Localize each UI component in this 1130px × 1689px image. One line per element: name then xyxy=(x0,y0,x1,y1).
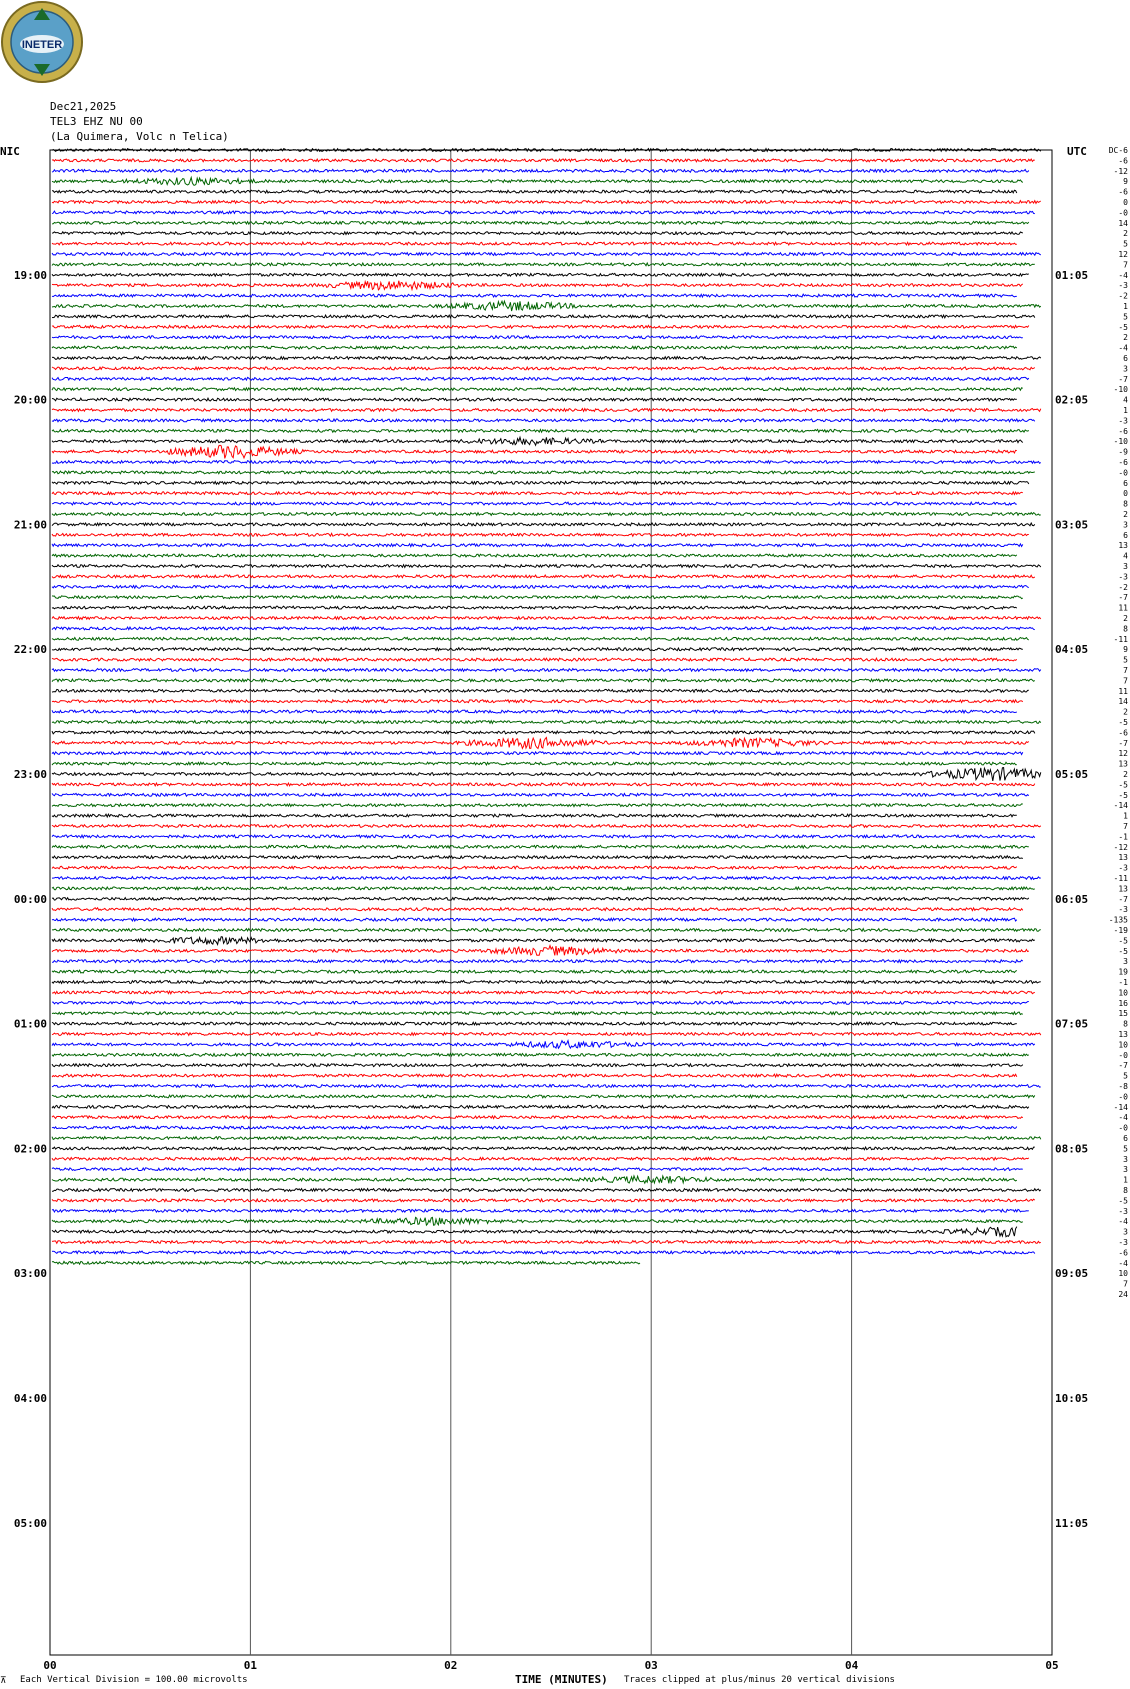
seismic-trace xyxy=(52,492,1023,495)
seismic-trace xyxy=(52,1261,640,1264)
seismic-trace xyxy=(52,1105,1029,1108)
seismic-trace xyxy=(52,658,1017,661)
dc-offset-label: -9 xyxy=(1118,447,1128,457)
dc-offset-label: 2 xyxy=(1123,614,1128,623)
seismic-trace xyxy=(52,1176,1017,1183)
seismic-trace xyxy=(52,544,1023,547)
seismic-trace xyxy=(52,253,1041,256)
logo-text: INETER xyxy=(21,39,63,51)
seismic-trace xyxy=(52,669,1041,672)
dc-offset-label: -6 xyxy=(1118,426,1128,436)
dc-offset-label: 3 xyxy=(1123,364,1128,374)
seismic-trace xyxy=(52,1168,1023,1171)
dc-offset-label: -5 xyxy=(1118,322,1128,332)
dc-offset-label: -12 xyxy=(1113,842,1128,852)
seismic-trace xyxy=(52,731,1035,734)
footer-scale-marker: ⊼ xyxy=(0,1676,7,1686)
seismic-trace xyxy=(52,301,1041,311)
dc-offset-label: 5 xyxy=(1123,1144,1128,1154)
header-station: TEL3 EHZ NU 00 xyxy=(50,115,143,128)
dc-offset-label: -11 xyxy=(1113,634,1128,644)
dc-offset-label: 11 xyxy=(1118,603,1128,613)
seismic-trace xyxy=(52,897,1029,900)
seismic-trace xyxy=(52,648,1023,651)
x-tick-label: 02 xyxy=(444,1659,458,1672)
seismic-trace xyxy=(52,738,1029,749)
dc-offset-label: 10 xyxy=(1118,988,1128,998)
dc-offset-label: -0 xyxy=(1118,1050,1128,1060)
seismic-trace xyxy=(52,513,1041,516)
dc-offset-label: -11 xyxy=(1113,874,1128,883)
seismic-trace xyxy=(52,388,1023,391)
dc-offset-label: 13 xyxy=(1118,853,1128,863)
left-hour-label: 00:00 xyxy=(13,892,47,906)
right-timezone: UTC xyxy=(1067,145,1087,158)
right-hour-label: 09:05 xyxy=(1055,1267,1089,1281)
seismic-trace xyxy=(52,336,1023,339)
dc-offset-label: -4 xyxy=(1118,270,1128,280)
seismic-trace xyxy=(52,877,1041,880)
dc-offset-label: -0 xyxy=(1118,1092,1128,1102)
seismic-trace xyxy=(52,1041,1035,1049)
dc-offset-label: -5 xyxy=(1118,718,1128,727)
dc-offset-label: -1 xyxy=(1118,832,1128,842)
seismic-trace xyxy=(52,679,1035,682)
footer-scale: Each Vertical Division = 100.00 microvolts xyxy=(20,1675,248,1685)
dc-offset-label: -4 xyxy=(1118,1113,1128,1123)
right-hour-label: 06:05 xyxy=(1055,892,1089,906)
dc-offset-label: -4 xyxy=(1118,1258,1128,1268)
seismic-trace xyxy=(52,429,1029,432)
seismic-trace xyxy=(52,585,1029,588)
x-tick-label: 04 xyxy=(844,1659,859,1672)
seismic-trace xyxy=(52,409,1041,412)
seismic-trace xyxy=(52,159,1035,162)
dc-offset-label: 4 xyxy=(1123,551,1128,561)
seismic-trace xyxy=(52,242,1017,245)
dc-offset-label: -7 xyxy=(1118,894,1128,904)
footer-clip-note: Traces clipped at plus/minus 20 vertical divisions xyxy=(624,1675,895,1685)
dc-offset-label: -3 xyxy=(1118,416,1128,426)
seismic-trace xyxy=(52,637,1029,640)
dc-offset-label: 6 xyxy=(1123,1134,1128,1143)
seismic-trace xyxy=(52,835,1035,838)
dc-offset-label: 1 xyxy=(1123,302,1128,311)
right-hour-label: 03:05 xyxy=(1055,518,1089,532)
dc-offset-label: 15 xyxy=(1118,1009,1128,1019)
dc-offset-label: -4 xyxy=(1118,1217,1128,1227)
dc-offset-label: 6 xyxy=(1123,530,1128,540)
dc-offset-label: 0 xyxy=(1123,198,1128,207)
dc-offset-label: -1 xyxy=(1118,978,1128,987)
dc-offset-label: 12 xyxy=(1118,749,1128,759)
seismic-trace xyxy=(52,315,1035,318)
dc-offset-label: -4 xyxy=(1118,343,1128,353)
seismic-trace xyxy=(52,814,1017,817)
seismic-trace xyxy=(52,201,1041,204)
right-hour-label: 02:05 xyxy=(1055,393,1089,407)
seismic-trace xyxy=(52,596,1023,599)
dc-offset-label: 7 xyxy=(1123,666,1128,675)
dc-offset-label: -5 xyxy=(1118,780,1128,790)
seismic-trace xyxy=(52,221,1029,224)
dc-offset-label: 3 xyxy=(1123,520,1128,530)
dc-offset-label: 8 xyxy=(1123,499,1128,509)
dc-offset-label: -5 xyxy=(1118,790,1128,800)
seismic-trace xyxy=(52,825,1041,828)
seismic-trace xyxy=(52,866,1017,869)
left-hour-label: 23:00 xyxy=(13,768,47,781)
dc-offset-label: 6 xyxy=(1123,354,1128,363)
dc-offset-label: 2 xyxy=(1123,333,1128,343)
dc-offset-label: 2 xyxy=(1123,510,1128,519)
seismic-trace xyxy=(52,471,1035,474)
seismic-trace xyxy=(52,325,1029,328)
dc-offset-label: 4 xyxy=(1123,395,1128,405)
dc-offset-label: 11 xyxy=(1118,686,1128,696)
seismic-trace xyxy=(52,367,1035,370)
seismic-trace xyxy=(52,783,1035,786)
seismic-trace xyxy=(52,762,1017,765)
dc-offset-label: -14 xyxy=(1113,801,1128,811)
seismic-trace xyxy=(52,190,1017,193)
dc-offset-label: -2 xyxy=(1118,291,1128,301)
seismic-trace xyxy=(52,1012,1023,1015)
seismic-trace xyxy=(52,793,1029,796)
seismic-trace xyxy=(52,1251,1035,1254)
right-hour-label: 05:05 xyxy=(1055,768,1089,781)
left-hour-label: 21:00 xyxy=(13,518,47,532)
dc-offset-label: 10 xyxy=(1118,1269,1128,1279)
seismic-trace xyxy=(52,1126,1017,1129)
seismic-trace xyxy=(52,481,1029,484)
seismic-trace xyxy=(52,294,1017,297)
seismic-trace xyxy=(52,1209,1029,1212)
seismic-trace xyxy=(52,357,1041,360)
dc-offset-label: 10 xyxy=(1118,1040,1128,1050)
dc-offset-label: 13 xyxy=(1118,884,1128,894)
seismic-trace xyxy=(52,804,1023,807)
seismic-trace xyxy=(52,281,1023,290)
seismic-trace xyxy=(52,960,1023,963)
dc-offset-label: 2 xyxy=(1123,707,1128,717)
seismic-trace xyxy=(52,1157,1029,1160)
dc-offset-label: 3 xyxy=(1123,1154,1128,1164)
left-hour-label: 22:00 xyxy=(13,643,47,657)
dc-offset-label: 16 xyxy=(1118,998,1128,1008)
seismic-trace xyxy=(52,887,1035,890)
dc-offset-label: -7 xyxy=(1118,738,1128,748)
dc-offset-label: 1 xyxy=(1123,1175,1128,1185)
dc-offset-label: -6 xyxy=(1118,458,1128,467)
seismic-trace xyxy=(52,981,1041,984)
seismic-trace xyxy=(52,929,1041,932)
seismic-trace xyxy=(52,273,1029,276)
seismic-trace xyxy=(52,1116,1023,1119)
dc-offset-label: -0 xyxy=(1118,208,1128,218)
dc-offset-label: -5 xyxy=(1118,936,1128,946)
plot-frame xyxy=(50,150,1052,1655)
dc-offset-label: -6 xyxy=(1118,1248,1128,1258)
right-hour-label: 10:05 xyxy=(1055,1392,1089,1405)
x-tick-label: 03 xyxy=(644,1659,658,1672)
seismic-trace xyxy=(52,918,1017,921)
dc-offset-label: -12 xyxy=(1113,166,1128,176)
dc-offset-label: -3 xyxy=(1118,1206,1128,1216)
dc-offset-label: -19 xyxy=(1113,926,1128,935)
right-hour-label: 08:05 xyxy=(1055,1142,1089,1156)
seismic-trace xyxy=(52,856,1023,859)
right-hour-label: 07:05 xyxy=(1055,1017,1089,1031)
seismic-trace xyxy=(52,533,1029,536)
seismic-trace xyxy=(52,991,1035,994)
dc-offset-label: 7 xyxy=(1123,822,1128,831)
dc-offset-label: 2 xyxy=(1123,229,1128,239)
left-hour-label: 05:00 xyxy=(13,1516,47,1530)
left-hour-label: 20:00 xyxy=(13,393,47,407)
dc-offset-label: -3 xyxy=(1118,281,1128,291)
dc-offset-label: 5 xyxy=(1123,1071,1128,1081)
dc-offset-label: -135 xyxy=(1108,915,1128,925)
seismic-trace xyxy=(52,575,1035,578)
x-axis-label: TIME (MINUTES) xyxy=(515,1673,608,1686)
dc-offset-label: 9 xyxy=(1123,177,1128,187)
header-date: Dec21,2025 xyxy=(50,100,117,113)
dc-offset-label: 8 xyxy=(1123,1186,1128,1195)
seismic-trace xyxy=(52,1217,1023,1225)
seismic-trace xyxy=(52,398,1017,401)
dc-offset-label: -0 xyxy=(1118,468,1128,478)
seismic-trace xyxy=(52,970,1017,973)
dc-offset-label: -10 xyxy=(1113,437,1128,447)
dc-offset-label: 7 xyxy=(1123,1279,1128,1289)
seismic-trace xyxy=(52,752,1023,755)
dc-offset-label: -7 xyxy=(1118,1061,1128,1071)
right-hour-label: 11:05 xyxy=(1055,1516,1089,1530)
seismic-trace xyxy=(52,1001,1029,1004)
dc-offset-label: 0 xyxy=(1123,489,1128,499)
dc-offset-label: -8 xyxy=(1118,1082,1128,1091)
dc-offset-label: -3 xyxy=(1118,863,1128,873)
dc-offset-label: 13 xyxy=(1118,759,1128,769)
dc-offset-label: -3 xyxy=(1118,1238,1128,1247)
seismic-trace xyxy=(52,419,1035,422)
seismic-trace xyxy=(52,1033,1041,1036)
x-tick-label: 00 xyxy=(43,1659,57,1672)
seismic-trace xyxy=(52,445,1017,458)
dc-offset-label: 8 xyxy=(1123,1019,1128,1029)
left-hour-label: 02:00 xyxy=(13,1142,47,1156)
left-hour-label: 01:00 xyxy=(13,1017,47,1031)
dc-offset-label: -0 xyxy=(1118,1123,1128,1133)
seismic-trace xyxy=(52,1137,1041,1140)
dc-offset-label: -6 xyxy=(1118,187,1128,197)
seismic-trace xyxy=(52,523,1035,526)
seismic-trace xyxy=(52,1199,1035,1202)
seismic-trace xyxy=(52,1241,1041,1244)
dc-offset-label: 14 xyxy=(1118,697,1128,707)
seismic-trace xyxy=(52,946,1029,956)
dc-offset-label: 13 xyxy=(1118,1030,1128,1039)
dc-offset-label: -7 xyxy=(1118,593,1128,603)
dc-offset-label: 24 xyxy=(1118,1290,1128,1299)
seismic-trace xyxy=(52,617,1041,620)
dc-offset-label: 5 xyxy=(1123,312,1128,322)
seismic-trace xyxy=(52,606,1017,609)
right-hour-label: 01:05 xyxy=(1055,268,1089,282)
x-tick-label: 01 xyxy=(243,1659,258,1672)
dc-offset-label: 14 xyxy=(1118,218,1128,228)
left-timezone: NIC xyxy=(0,145,20,158)
seismic-trace xyxy=(52,263,1035,266)
seismic-trace xyxy=(52,232,1023,235)
dc-offset-label: -6 xyxy=(1118,156,1128,166)
seismic-trace xyxy=(52,1147,1035,1150)
dc-offset-label: 5 xyxy=(1123,239,1128,249)
left-hour-label: 19:00 xyxy=(13,268,47,282)
dc-offset-label: -6 xyxy=(1118,728,1128,738)
seismic-trace xyxy=(52,565,1041,568)
seismic-trace xyxy=(52,1064,1023,1067)
seismic-trace xyxy=(52,1085,1041,1088)
dc-offset-label: 3 xyxy=(1123,1227,1128,1237)
seismic-trace xyxy=(52,908,1023,911)
dc-offset-label: 1 xyxy=(1123,811,1128,821)
seismic-trace xyxy=(52,710,1017,713)
dc-offset-label: 7 xyxy=(1123,676,1128,686)
dc-offset-label: 1 xyxy=(1123,406,1128,415)
dc-offset-label: DC-6 xyxy=(1108,146,1128,155)
seismic-trace xyxy=(52,211,1035,214)
dc-offset-label: -2 xyxy=(1118,582,1128,592)
seismic-trace xyxy=(52,1227,1017,1237)
seismic-trace xyxy=(52,700,1023,703)
seismic-trace xyxy=(52,937,1035,945)
seismic-trace xyxy=(52,346,1017,349)
seismic-trace xyxy=(52,1074,1017,1077)
left-hour-label: 04:00 xyxy=(13,1392,47,1405)
header-location: (La Quimera, Volc n Telica) xyxy=(50,130,229,143)
dc-offset-label: 19 xyxy=(1118,967,1128,977)
seismic-trace xyxy=(52,627,1035,630)
dc-offset-label: 3 xyxy=(1123,1165,1128,1175)
x-tick-label: 05 xyxy=(1045,1659,1059,1672)
seismic-trace xyxy=(52,169,1029,172)
right-hour-label: 04:05 xyxy=(1055,643,1089,657)
seismic-trace xyxy=(52,502,1017,505)
dc-offset-label: 5 xyxy=(1123,655,1128,665)
dc-offset-label: 6 xyxy=(1123,478,1128,488)
dc-offset-label: -5 xyxy=(1118,1196,1128,1206)
seismic-trace xyxy=(52,1022,1017,1025)
seismic-trace xyxy=(52,461,1041,464)
dc-offset-label: -7 xyxy=(1118,374,1128,384)
dc-offset-label: 8 xyxy=(1123,624,1128,634)
seismic-trace xyxy=(52,554,1017,557)
seismic-trace xyxy=(52,721,1041,724)
dc-offset-label: 2 xyxy=(1123,770,1128,779)
dc-offset-label: 9 xyxy=(1123,645,1128,655)
dc-offset-label: -10 xyxy=(1113,385,1128,395)
dc-offset-label: 13 xyxy=(1118,541,1128,551)
seismic-trace xyxy=(52,845,1029,848)
seismic-trace xyxy=(52,1095,1035,1098)
dc-offset-label: -5 xyxy=(1118,946,1128,956)
seismic-trace xyxy=(52,377,1029,380)
seismic-trace xyxy=(52,1053,1029,1056)
seismic-trace xyxy=(52,1189,1041,1192)
dc-offset-label: 12 xyxy=(1118,250,1128,259)
dc-offset-label: 3 xyxy=(1123,957,1128,967)
dc-offset-label: -3 xyxy=(1118,572,1128,582)
seismic-trace xyxy=(52,437,1023,445)
seismic-trace xyxy=(52,689,1029,692)
seismic-trace xyxy=(52,768,1041,781)
dc-offset-label: -14 xyxy=(1113,1102,1128,1112)
dc-offset-label: -3 xyxy=(1118,905,1128,915)
seismic-trace xyxy=(52,178,1023,186)
left-hour-label: 03:00 xyxy=(13,1267,47,1281)
dc-offset-label: 3 xyxy=(1123,562,1128,571)
dc-offset-label: 7 xyxy=(1123,260,1128,270)
